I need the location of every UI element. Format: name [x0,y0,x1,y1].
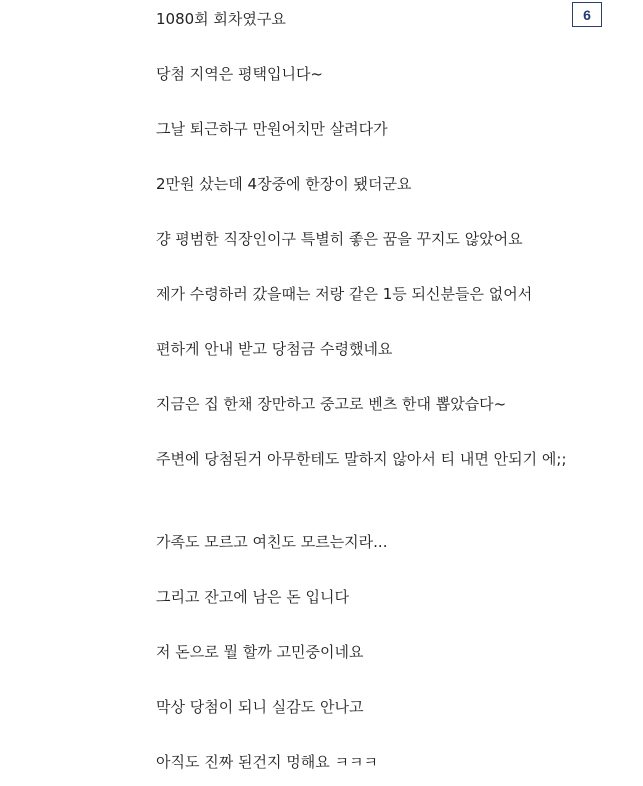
text-line: 아직도 진짜 된건지 멍해요 ㅋㅋㅋ [156,753,378,771]
text-line: 1080회 회차였구요 [156,10,286,28]
text-line: 편하게 안내 받고 당첨금 수령했네요 [156,340,393,358]
text-line: 주변에 당첨된거 아무한테도 말하지 않아서 티 내면 안되기 에;; [156,450,567,468]
text-line: 가족도 모르고 여친도 모르는지라... [156,533,388,551]
text-line: 막상 당첨이 되니 실감도 안나고 [156,698,364,716]
page-number-badge: 6 [572,2,602,27]
text-line: 그리고 잔고에 남은 돈 입니다 [156,588,349,606]
text-line: 그날 퇴근하구 만원어치만 살려다가 [156,120,388,138]
text-line: 2만원 샀는데 4장중에 한장이 됐더군요 [156,175,412,193]
text-line: 걍 평범한 직장인이구 특별히 좋은 꿈을 꾸지도 않았어요 [156,230,523,248]
text-line: 지금은 집 한채 장만하고 중고로 벤츠 한대 뽑았습다~ [156,395,507,413]
text-line: 제가 수령하러 갔을때는 저랑 같은 1등 되신분들은 없어서 [156,285,533,303]
text-line: 당첨 지역은 평택입니다~ [156,65,324,83]
text-line: 저 돈으로 뭘 할까 고민중이네요 [156,643,364,661]
